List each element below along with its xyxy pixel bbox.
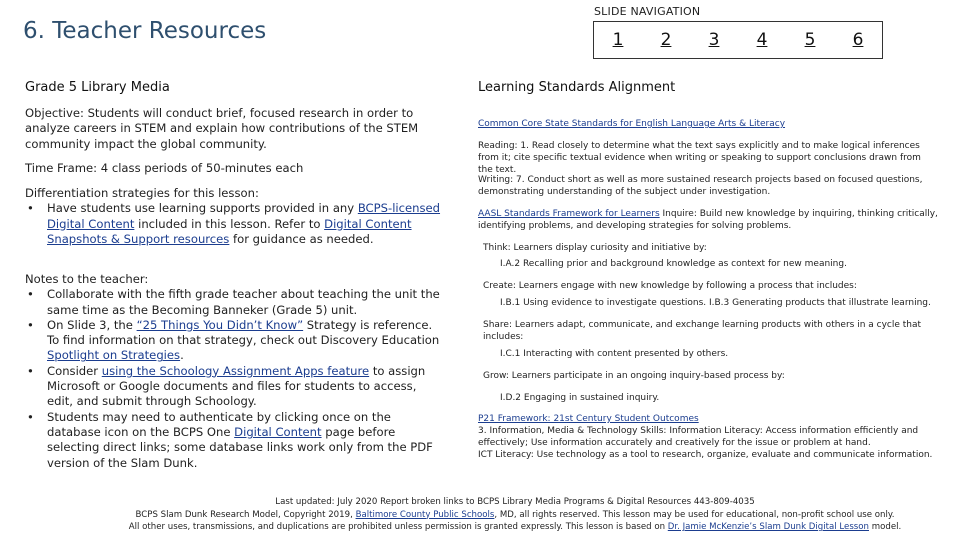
differentiation-heading: Differentiation strategies for this lesson: (25, 186, 259, 200)
note-item: • Students may need to authenticate by clicking once on the database icon on the BCPS One Digital Content page before selecting direct links; some database links work only from the PDF version of the Slam Dunk. (25, 410, 443, 471)
ccss-block (478, 118, 938, 130)
writing-standard: Writing: 7. Conduct short as well as more sustained research projects based on focused questions, demonstrating understanding of the subject under investigation. (478, 175, 923, 197)
nav-slide-1[interactable]: 1 (612, 30, 624, 50)
note-item: • Collaborate with the fifth grade teacher about teaching the unit the same time as the Becoming Banneker (Grade 5) unit. (25, 287, 443, 318)
standards-heading: Learning Standards Alignment (478, 80, 676, 95)
footer (100, 496, 930, 534)
p21-block: P21 Framework: 21st Century Student Outcomes 3. Information, Media & Technology Skills: Information Literacy: Access information efficiently and effectively; Use information accurately and creatively for the issue or problem at hand. ICT Literacy: Use technology as a tool to research, organize, evaluate and communicate information. (478, 414, 933, 460)
time-frame-block (25, 161, 443, 176)
time-frame-text: Time Frame: 4 class periods of 50-minutes each (25, 161, 304, 175)
slide-navigation (593, 21, 883, 59)
footer-permissions: All other uses, transmissions, and duplications are prohibited unless permission is granted expressly. This lesson is based on Dr. Jamie McKenzie’s Slam Dunk Digital Lesson model. (128, 522, 902, 532)
think-sub: I.A.2 Recalling prior and background knowledge as context for new meaning. (500, 259, 847, 269)
nav-slide-5[interactable]: 5 (804, 30, 816, 50)
page-title: 6. Teacher Resources (23, 18, 267, 44)
25-things-strategy-link[interactable]: “25 Things You Didn’t Know” (136, 317, 304, 332)
differentiation-bullet: • Have students use learning supports provided in any BCPS-licensed Digital Content included in this lesson. Refer to Digital Content Snapshots & Support resources for guidance as needed. (25, 201, 443, 247)
note-item: • On Slide 3, the “25 Things You Didn’t Know” Strategy is reference. To find information on that strategy, check out Discovery Education Spotlight on Strategies. (25, 318, 443, 364)
nav-slide-6[interactable]: 6 (852, 30, 864, 50)
nav-slide-2[interactable]: 2 (660, 30, 672, 50)
nav-slide-3[interactable]: 3 (708, 30, 720, 50)
footer-updated: Last updated: July 2020 Report broken links to BCPS Library Media Programs & Digital Resources 443-809-4035 (275, 497, 755, 507)
objective-text: Objective: Students will conduct brief, focused research in order to analyze careers in STEM and explain how contributions of the STEM community impact the global community. (25, 106, 419, 151)
p21-framework-link[interactable]: P21 Framework: 21st Century Student Outcomes (478, 414, 699, 424)
grade-heading: Grade 5 Library Media (25, 80, 170, 95)
schoology-assignment-apps-link[interactable]: using the Schoology Assignment Apps feature (101, 363, 370, 378)
grow-standard: Grow: Learners participate in an ongoing inquiry-based process by: (483, 371, 785, 381)
bcps-link[interactable]: Baltimore County Public Schools (355, 509, 495, 520)
share-sub: I.C.1 Interacting with content presented by others. (500, 349, 729, 359)
spotlight-on-strategies-link[interactable]: Spotlight on Strategies (47, 348, 181, 363)
footer-copyright: BCPS Slam Dunk Research Model, Copyright 2019, Baltimore County Public Schools, MD, all rights reserved. This lesson may be used for educational, non-profit school use only. (135, 509, 895, 520)
note-item: • Consider using the Schoology Assignment Apps feature to assign Microsoft or Google documents and files for students to access, edit, and submit through Schoology. (25, 364, 443, 410)
differentiation-block (25, 186, 443, 247)
create-standard: Create: Learners engage with new knowledge by following a process that includes: (483, 281, 857, 291)
think-standard: Think: Learners display curiosity and initiative by: (483, 243, 707, 253)
reading-standard: Reading: 1. Read closely to determine what the text says explicitly and to make logical inferences from it; cite specific textual evidence when writing or speaking to support conclusions drawn from the text. (478, 141, 921, 175)
nav-slide-4[interactable]: 4 (756, 30, 768, 50)
slide-navigation-label: SLIDE NAVIGATION (594, 5, 701, 18)
digital-content-link[interactable]: Digital Content (234, 424, 322, 439)
bcps-licensed-digital-content-link[interactable]: BCPS-licensed Digital Content (47, 201, 441, 231)
notes-block (25, 272, 443, 471)
aasl-block: AASL Standards Framework for Learners Inquire: Build new knowledge by inquiring, thinking critically, identifying problems, and developing strategies for solving problems. (478, 209, 938, 231)
aasl-link[interactable]: AASL Standards Framework for Learners (478, 209, 660, 219)
share-standard: Share: Learners adapt, communicate, and exchange learning products with others in a cycle that includes: (483, 320, 922, 342)
objective-block (25, 106, 443, 152)
ccss-link[interactable]: Common Core State Standards for English Language Arts & Literacy (478, 119, 786, 129)
create-sub: I.B.1 Using evidence to investigate questions. I.B.3 Generating products that illustrate learning. (500, 298, 931, 308)
digital-content-snapshots-link[interactable]: Digital Content Snapshots & Support resources (47, 216, 412, 246)
grow-sub: I.D.2 Engaging in sustained inquiry. (500, 393, 660, 403)
notes-heading: Notes to the teacher: (25, 272, 149, 286)
slam-dunk-lesson-link[interactable]: Dr. Jamie McKenzie’s Slam Dunk Digital Lesson (667, 522, 869, 532)
